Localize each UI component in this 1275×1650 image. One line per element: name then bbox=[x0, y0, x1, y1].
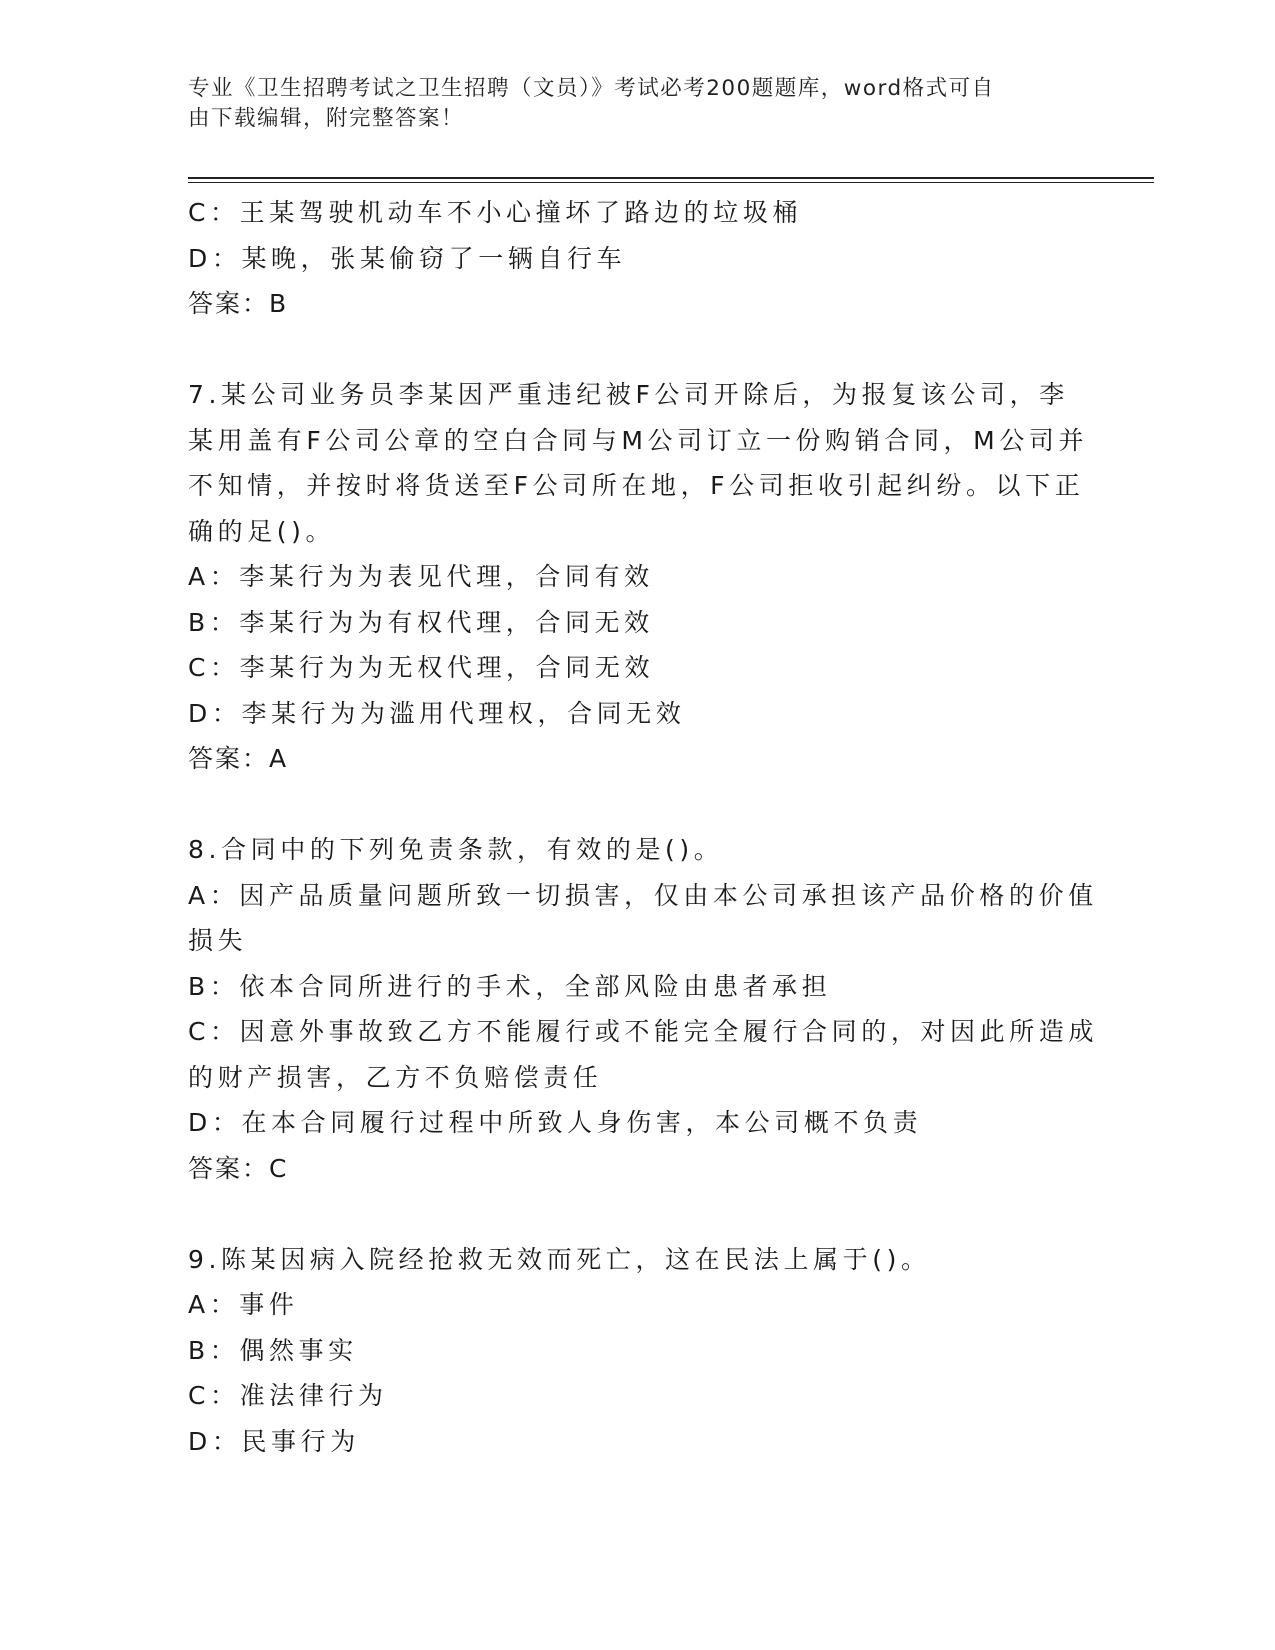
option-b: B：李某行为为有权代理，合同无效 bbox=[188, 607, 654, 637]
question-stem-line: 不知情，并按时将货送至F公司所在地，F公司拒收引起纠纷。以下正 bbox=[188, 471, 1085, 500]
document-header bbox=[188, 74, 1068, 134]
option-c: C：因意外事故致乙方不能履行或不能完全履行合同的，对因此所造成 bbox=[188, 1017, 1099, 1046]
question-9 bbox=[188, 1237, 1088, 1465]
option-d: D：民事行为 bbox=[188, 1426, 360, 1456]
option-d: D：在本合同履行过程中所致人身伤害，本公司概不负责 bbox=[188, 1108, 923, 1137]
option-c: C：王某驾驶机动车不小心撞坏了路边的垃圾桶 bbox=[188, 198, 803, 227]
option-a: A：事件 bbox=[188, 1290, 299, 1319]
spacer bbox=[188, 782, 1088, 828]
option-d: D：李某行为为滥用代理权，合同无效 bbox=[188, 698, 686, 728]
option-a: A：因产品质量问题所致一切损害，仅由本公司承担该产品价格的价值 bbox=[188, 880, 1098, 910]
spacer bbox=[188, 1191, 1088, 1237]
question-7 bbox=[188, 372, 1088, 782]
question-stem-line: 7.某公司业务员李某因严重违纪被F公司开除后，为报复该公司，李 bbox=[188, 380, 1069, 409]
answer-line: 答案：B bbox=[188, 289, 289, 318]
question-6-tail bbox=[188, 190, 1088, 327]
option-a: A：李某行为为表见代理，合同有效 bbox=[188, 562, 654, 591]
question-stem-line: 9.陈某因病入院经抢救无效而死亡，这在民法上属于()。 bbox=[188, 1244, 931, 1274]
question-stem-line: 某用盖有F公司公章的空白合同与M公司订立一份购销合同，M公司并 bbox=[188, 425, 1089, 455]
header-rule-thick bbox=[188, 177, 1154, 179]
spacer bbox=[188, 327, 1088, 373]
header-rule-thin bbox=[188, 182, 1154, 183]
option-c: C：李某行为为无权代理，合同无效 bbox=[188, 653, 655, 682]
answer-line: 答案：C bbox=[188, 1153, 289, 1183]
option-c: C：准法律行为 bbox=[188, 1381, 388, 1410]
question-stem-line: 确的足()。 bbox=[188, 516, 336, 546]
question-stem-line: 8.合同中的下列免责条款，有效的是()。 bbox=[188, 835, 724, 864]
option-b: B：偶然事实 bbox=[188, 1335, 358, 1365]
document-body bbox=[188, 190, 1099, 1464]
answer-line: 答案：A bbox=[188, 744, 289, 773]
option-c-continued: 的财产损害，乙方不负赔偿责任 bbox=[188, 1062, 603, 1092]
option-a-continued: 损失 bbox=[188, 926, 248, 955]
question-8 bbox=[188, 827, 1099, 1191]
header-line-1: 专业《卫生招聘考试之卫生招聘（文员）》考试必考200题题库，word格式可自 bbox=[188, 76, 995, 101]
option-d: D：某晚，张某偷窃了一辆自行车 bbox=[188, 243, 627, 273]
header-line-2: 由下载编辑，附完整答案！ bbox=[188, 106, 465, 131]
option-b: B：依本合同所进行的手术，全部风险由患者承担 bbox=[188, 971, 832, 1001]
